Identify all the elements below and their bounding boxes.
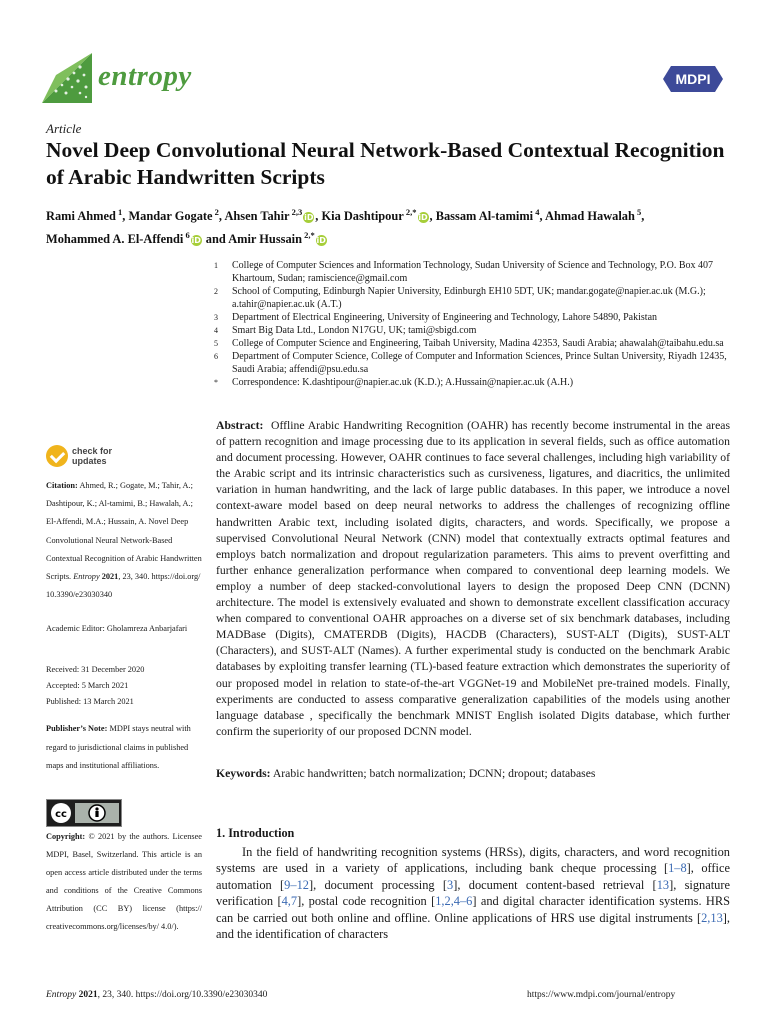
affiliation-text: College of Computer Sciences and Information Technology, Sudan University of Science and Technology, P.O. Box 407 Khartoum, Sudan; ramiscience@gmail.com xyxy=(232,260,714,284)
reference-link[interactable]: 1–8 xyxy=(668,861,687,876)
author-affiliation-marker: 5 xyxy=(634,207,642,217)
check-for-updates-button[interactable] xyxy=(46,445,156,469)
citation-journal: Entropy xyxy=(73,572,100,582)
affiliation-text: Correspondence: K.dashtipour@napier.ac.uk (K.D.); A.Hussain@napier.ac.uk (A.H.) xyxy=(232,377,574,388)
author-separator: , xyxy=(218,209,225,224)
publisher-note-text: MDPI stays neutral with regard to jurisdictional claims in published maps and institutional affiliations. xyxy=(46,724,191,770)
abstract-text: Offline Arabic Handwriting Recognition (OAHR) has recently become instrumental in the areas of pattern recognition and image processing due to its application in several fields, such as office automation and document processing. However, OAHR continues to face several challenges, including high variability of the Arabic script and its intrinsic characteristics such as cursiveness, ligatures, and diacritics, the unlimited variation in human handwriting, and the lack of large public databases. In this paper, we introduce a novel context-aware model based on deep neural networks to address the challenges of recognizing offline handwritten Arabic text, including isolated digits, characters, and words. Specifically, we propose a supervised Convolutional Neural Network (CNN) model that contextually extracts optimal features and employs batch normalization and dropout regularization parameters. This aims to prevent overfitting and further enhance generalization performance when compared to conventional deep learning models. We employ a number of deep stacked-convolutional layers to design the proposed Deep CNN (DCNN) architecture. The model is extensively evaluated and shown to demonstrate excellent classification accuracy when compared to conventional OAHR approaches on a diverse set of six benchmark databases, including MADBase (Digits), CMATERDB (Digits), HACDB (Characters), SUST-ALT (Digits), SUST-ALT (Characters), and SUST-ALT (Names). A further experimental study is conducted on the benchmark Arabic databases by exploiting transfer learning (TL)-based feature extraction which demonstrates the superiority of our proposed model in relation to state-of-the-art VGGNet-19 and MobileNet pre-trained models. Finally, experiments are conducted to assess comparative generalization capabilities of the models using another language database , specifically the benchmark MNIST English isolated Digits database, which further confirm the superiority of our proposed DCNN model. xyxy=(216,419,730,738)
intro-text-segment: In the field of handwriting recognition systems (HRSs), digits, characters, and word recognition systems are used in a variety of applications, including bank cheque processing [ xyxy=(216,845,730,876)
accepted-date: Accepted: 5 March 2021 xyxy=(46,681,129,690)
citation xyxy=(46,477,202,604)
affiliation-number: 3 xyxy=(214,313,218,322)
footer-journal: Entropy xyxy=(46,990,77,1000)
intro-text-segment: ], and the identification of characters xyxy=(216,910,730,942)
footer-doi[interactable]: , 23, 340. https://doi.org/10.3390/e23030340 xyxy=(97,990,268,1000)
affiliation-item xyxy=(214,376,730,389)
author-affiliation-marker: 6 xyxy=(183,230,190,241)
check-updates-line2: updates xyxy=(72,456,107,466)
footer-journal-url[interactable]: https://www.mdpi.com/journal/entropy xyxy=(527,990,676,1000)
affiliation-number: 2 xyxy=(214,287,218,296)
orcid-icon[interactable]: iD xyxy=(304,212,314,222)
author-separator: , xyxy=(315,209,322,224)
author-affiliation-marker: 2,* xyxy=(403,207,417,217)
author-separator: , xyxy=(429,209,436,224)
author-affiliation-marker: 4 xyxy=(533,207,540,217)
section-heading: 1. Introduction xyxy=(216,826,295,840)
author-name: Mohammed A. El-Affendi xyxy=(46,232,184,247)
intro-text-segment: ], signature verification [ xyxy=(216,877,731,909)
affiliation-item xyxy=(214,259,730,285)
intro-text-segment: ], office automation [ xyxy=(216,861,730,892)
abstract-label: Abstract: xyxy=(216,419,264,432)
author-list xyxy=(46,203,736,249)
journal-name: entropy xyxy=(98,60,192,92)
copyright-label: Copyright: xyxy=(46,832,86,841)
author-affiliation-marker: 2 xyxy=(212,207,219,217)
intro-text-segment: ], document processing [ xyxy=(308,877,448,892)
affiliation-number: 5 xyxy=(214,339,218,348)
affiliation-number: * xyxy=(214,378,218,387)
abstract xyxy=(216,418,730,740)
orcid-icon[interactable]: iD xyxy=(418,212,428,222)
publisher-note-label: Publisher’s Note: xyxy=(46,724,108,733)
publication-dates xyxy=(46,662,202,710)
checkmark-icon xyxy=(46,445,68,467)
affiliation-item xyxy=(214,324,730,337)
cc-logo-text: cc xyxy=(55,809,67,820)
check-updates-line1: check for xyxy=(72,446,113,456)
intro-text-segment: ], document content-based retrieval [ xyxy=(453,877,657,892)
footer-citation xyxy=(46,990,267,1000)
affiliation-item xyxy=(214,337,730,350)
affiliation-item xyxy=(214,285,730,311)
author-separator: and xyxy=(202,232,229,247)
affiliation-number: 1 xyxy=(214,261,218,270)
creative-commons-license-icon[interactable] xyxy=(46,799,122,827)
reference-link[interactable]: 9–12 xyxy=(284,877,309,892)
reference-link[interactable]: 4,7 xyxy=(281,894,298,909)
publisher-note xyxy=(46,720,202,776)
reference-link[interactable]: 1,2,4–6 xyxy=(435,894,473,909)
reference-link[interactable]: 13 xyxy=(656,877,670,892)
affiliation-number: 6 xyxy=(214,352,218,361)
published-date: Published: 13 March 2021 xyxy=(46,697,134,706)
introduction-paragraph xyxy=(216,844,730,942)
keywords-text: Arabic handwritten; batch normalization; DCNN; dropout; databases xyxy=(272,767,596,780)
affiliation-text: School of Computing, Edinburgh Napier University, Edinburgh EH10 5DT, UK; mandar.gogate@napier.ac.uk (M.G.); a.tahir@napier.ac.uk (A.T.) xyxy=(232,286,706,310)
author-name: Kia Dashtipour xyxy=(321,209,404,224)
footer-year: 2021 xyxy=(78,990,98,1000)
citation-label: Citation: xyxy=(46,481,78,490)
author-name: Bassam Al-tamimi xyxy=(435,209,534,224)
orcid-icon[interactable]: iD xyxy=(316,235,326,245)
entropy-logo-icon xyxy=(42,53,92,103)
intro-text-segment: ], postal code recognition [ xyxy=(297,894,436,909)
article-type: Article xyxy=(46,121,82,136)
author-name: Rami Ahmed xyxy=(46,209,116,224)
author-separator: , xyxy=(122,209,129,224)
author-affiliation-marker: 2,3 xyxy=(289,207,303,217)
academic-editor: Academic Editor: Gholamreza Anbarjafari xyxy=(46,624,188,633)
author-name: Amir Hussain xyxy=(228,232,302,247)
affiliation-item xyxy=(214,311,730,324)
reference-link[interactable]: 3 xyxy=(447,877,454,892)
keywords-label: Keywords: xyxy=(216,767,271,780)
affiliation-text: Department of Electrical Engineering, University of Engineering and Technology, Lahore 54890, Pakistan xyxy=(232,312,658,323)
author-name: Mandar Gogate xyxy=(128,209,213,224)
orcid-icon[interactable]: iD xyxy=(191,235,201,245)
affiliations xyxy=(214,259,730,389)
author-separator: , xyxy=(539,209,546,224)
mdpi-logo xyxy=(663,64,723,94)
affiliation-text: Department of Computer Science, College of Computer and Information Sciences, Prince Sultan University, Riyadh 12435, Saudi Arabia; affendi@psu.edu.sa xyxy=(232,351,727,375)
mdpi-logo-text: MDPI xyxy=(675,71,711,87)
reference-link[interactable]: 2,13 xyxy=(701,910,723,925)
author-separator: , xyxy=(641,209,645,224)
citation-year: 2021 xyxy=(101,572,119,582)
affiliation-item xyxy=(214,350,730,376)
paper-title: Novel Deep Convolutional Neural Network-Based Contextual Recognition of Arabic Handwritten Scripts xyxy=(46,138,725,189)
copyright-text: © 2021 by the authors. Licensee MDPI, Basel, Switzerland. This article is an open access article distributed under the terms and conditions of the Creative Commons Attribution (CC BY) license (https:// creativecommons.org/licenses/by/ 4.0/). xyxy=(46,832,202,931)
citation-text: Ahmed, R.; Gogate, M.; Tahir, A.; Dashtipour, K.; Al-tamimi, B.; Hawalah, A.; El-Affendi, M.A.; Hussain, A. Novel Deep Convolutional Neural Network-Based Contextual Recognition of Arabic Handwritten Scripts. xyxy=(46,481,202,582)
affiliation-number: 4 xyxy=(214,326,218,335)
author-affiliation-marker: 1 xyxy=(115,207,123,217)
author-affiliation-marker: 2,* xyxy=(302,230,315,241)
author-name: Ahsen Tahir xyxy=(224,209,290,224)
keywords xyxy=(216,766,730,782)
citation-doi[interactable]: , 23, 340. https://doi.org/ 10.3390/e23030340 xyxy=(46,572,201,600)
copyright xyxy=(46,828,202,935)
affiliation-text: College of Computer Science and Engineering, Taibah University, Madina 42353, Saudi Arabia; ahawalah@taibahu.edu.sa xyxy=(232,338,724,349)
author-name: Ahmad Hawalah xyxy=(545,209,635,224)
affiliation-text: Smart Big Data Ltd., London N17GU, UK; tami@sbigd.com xyxy=(232,325,477,336)
received-date: Received: 31 December 2020 xyxy=(46,665,145,674)
intro-text-segment: ] and digital character identification systems. HRS can be carried out both online and offline. Online applications of HRS use digital instruments [ xyxy=(216,894,730,925)
